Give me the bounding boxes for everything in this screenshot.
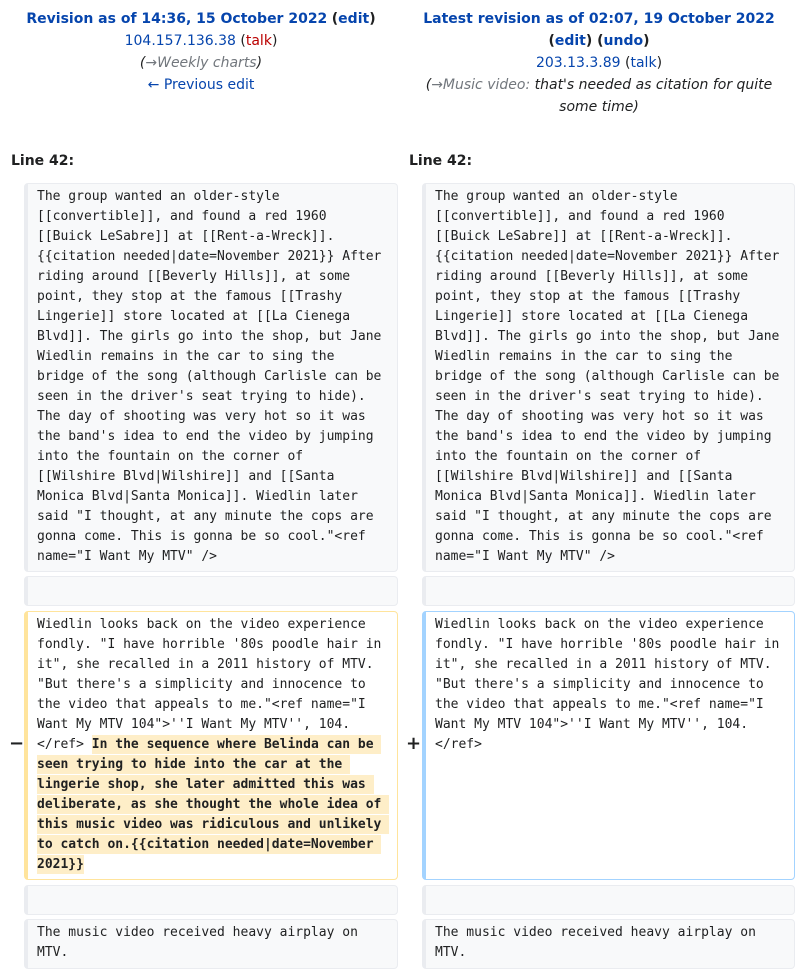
old-summary-section[interactable]: →Weekly charts [145, 55, 257, 71]
old-line-number: Line 42: [11, 153, 75, 169]
new-summary-text: that's needed as citation for quite some time [530, 77, 773, 115]
new-revision-link[interactable]: Latest revision as of 02:07, 19 October 2022 [423, 11, 775, 27]
new-edit-link[interactable]: edit [554, 33, 586, 49]
new-talk-link[interactable]: talk [630, 55, 657, 71]
old-edit-link[interactable]: edit [338, 11, 370, 27]
new-summary-section[interactable]: →Music video: [431, 77, 531, 93]
removed-line-marker: − [9, 733, 25, 754]
old-empty-context-line [24, 576, 398, 606]
removed-line-common-text: Wiedlin looks back on the video experience fondly. "I have horrible '80s poodle hair in it", she recalled in a 2011 history of MTV. "But there's a simplicity and innocence to the video that appeals to me."<ref name="I Want My MTV 104">''I Want My MTV'', 104.</ref> [37, 617, 390, 752]
new-context-paragraph: The group wanted an older-style [[convertible]], and found a red 1960 [[Buick LeSabre]] at [[Rent-a-Wreck]].{{citation needed|date=November 2021}} After riding around [[Beverly Hills]], at some point, they stop at the famous [[Trashy Lingerie]] store located at [[La Cienega Blvd]]. The girls go into the shop, but Jane Wiedlin remains in the car to sing the bridge of the song (although Carlisle can be seen in the driver's seat trying to hide). The day of shooting was very hot so it was the band's idea to end the video by jumping into the fountain on the corner of [[Wilshire Blvd|Wilshire]] and [[Santa Monica Blvd|Santa Monica]]. Wiedlin later said "I thought, at any minute the cops are gonna come. This is gonna be so cool."<ref name="I Want My MTV" /> [422, 183, 795, 572]
new-line-number: Line 42: [409, 153, 473, 169]
new-empty-context-line-2 [422, 885, 795, 915]
removed-text-highlight: In the sequence where Belinda can be seen trying to hide into the car at the lingerie shop, she later admitted this was deliberate, as she thought the whole idea of this music video was ridiculous and unlikely to catch on.{{citation needed|date=November 2021}} [37, 737, 390, 872]
removed-line [24, 611, 398, 880]
old-revision-header: Revision as of 14:36, 15 October 2022 (edit) 104.157.136.38 (talk) (→Weekly charts) ← Previous edit [8, 8, 394, 96]
previous-edit-link[interactable]: ← Previous edit [147, 77, 255, 93]
new-user-link[interactable]: 203.13.3.89 [535, 55, 621, 71]
old-revision-link[interactable]: Revision as of 14:36, 15 October 2022 [26, 11, 328, 27]
old-talk-link[interactable]: talk [245, 33, 272, 49]
old-empty-context-line-2 [24, 885, 398, 915]
added-line-text: Wiedlin looks back on the video experience fondly. "I have horrible '80s poodle hair in it", she recalled in a 2011 history of MTV. "But there's a simplicity and innocence to the video that appeals to me."<ref name="I Want My MTV 104">''I Want My MTV'', 104.</ref> [435, 617, 788, 752]
new-edit-summary: (→Music video: that's needed as citation for quite some time) [425, 77, 773, 115]
added-line [422, 611, 795, 880]
undo-link[interactable]: undo [603, 33, 644, 49]
new-revision-header: Latest revision as of 02:07, 19 October 2022 (edit) (undo) 203.13.3.89 (talk) (→Music video: that's needed as citation for quite some time) [406, 8, 792, 118]
old-context-paragraph-2: The music video received heavy airplay on MTV. [24, 919, 398, 969]
old-context-paragraph: The group wanted an older-style [[convertible]], and found a red 1960 [[Buick LeSabre]] at [[Rent-a-Wreck]].{{citation needed|date=November 2021}} After riding around [[Beverly Hills]], at some point, they stop at the famous [[Trashy Lingerie]] store located at [[La Cienega Blvd]]. The girls go into the shop, but Jane Wiedlin remains in the car to sing the bridge of the song (although Carlisle can be seen in the driver's seat trying to hide). The day of shooting was very hot so it was the band's idea to end the video by jumping into the fountain on the corner of [[Wilshire Blvd|Wilshire]] and [[Santa Monica Blvd|Santa Monica]]. Wiedlin later said "I thought, at any minute the cops are gonna come. This is gonna be so cool."<ref name="I Want My MTV" /> [24, 183, 398, 572]
old-user-link[interactable]: 104.157.136.38 [124, 33, 236, 49]
old-edit-summary: (→Weekly charts) [139, 55, 263, 71]
new-empty-context-line [422, 576, 795, 606]
added-line-marker: + [406, 733, 422, 754]
new-context-paragraph-2: The music video received heavy airplay on MTV. [422, 919, 795, 969]
